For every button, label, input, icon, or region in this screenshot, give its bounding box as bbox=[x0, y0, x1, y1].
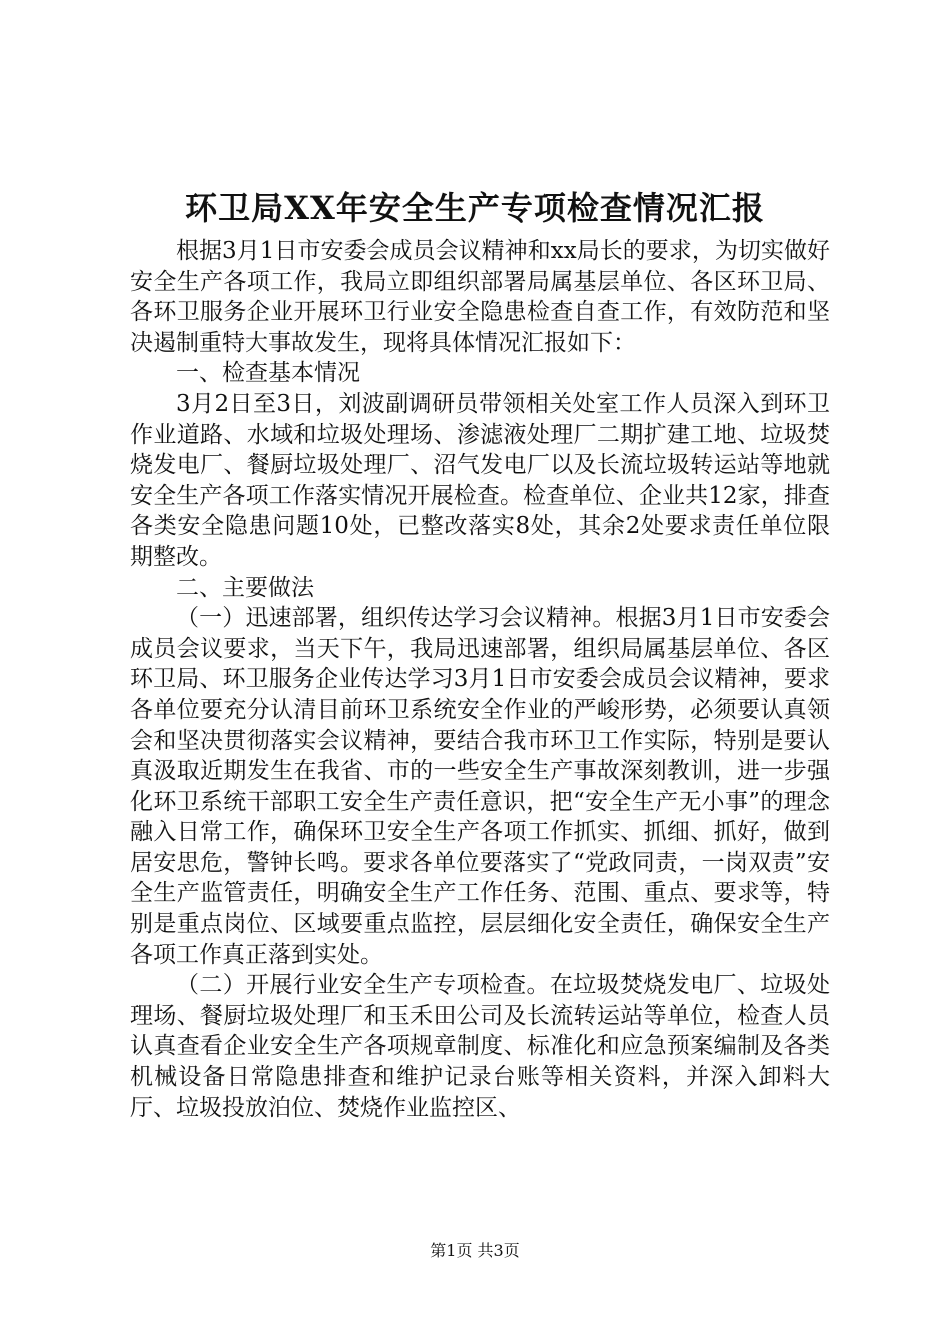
measure-two-paragraph: （二）开展行业安全生产专项检查。在垃圾焚烧发电厂、垃圾处理场、餐厨垃圾处理厂和玉禾田公司及长流转运站等单位，检查人员认真查看企业安全生产各项规章制度、标准化和应急预案编制及各类机械设备日常隐患排查和维护记录台账等相关资料，并深入卸料大厅、垃圾投放泊位、焚烧作业监控区、 bbox=[130, 972, 830, 1121]
page-footer: 第1页 共3页 bbox=[430, 1241, 520, 1260]
document-title: 环卫局XX年安全生产专项检查情况汇报 bbox=[185, 189, 765, 227]
inspection-overview-paragraph: 3月2日至3日，刘波副调研员带领相关处室工作人员深入到环卫作业道路、水域和垃圾处理场、渗滤液处理厂二期扩建工地、垃圾焚烧发电厂、餐厨垃圾处理厂、沼气发电厂以及长流垃圾转运站等地就安全生产各项工作落实情况开展检查。检查单位、企业共12家，排查各类安全隐患问题10处，已整改落实8处，其余2处要求责任单位限期整改。 bbox=[130, 390, 830, 570]
measure-one-paragraph: （一）迅速部署，组织传达学习会议精神。根据3月1日市安委会成员会议要求，当天下午，我局迅速部署，组织局属基层单位、各区环卫局、环卫服务企业传达学习3月1日市安委会成员会议精神，要求各单位要充分认清目前环卫系统安全作业的严峻形势，必须要认真领会和坚决贯彻落实会议精神，要结合我市环卫工作实际，特别是要认真汲取近期发生在我省、市的一些安全生产事故深刻教训，进一步强化环卫系统干部职工安全生产责任意识，把“安全生产无小事”的理念融入日常工作，确保环卫安全生产各项工作抓实、抓细、抓好，做到居安思危，警钟长鸣。要求各单位要落实了“党政同责，一岗双责”安全生产监管责任，明确安全生产工作任务、范围、重点、要求等，特别是重点岗位、区域要重点监控，层层细化安全责任，确保安全生产各项工作真正落到实处。 bbox=[130, 605, 830, 968]
document-body bbox=[130, 236, 830, 1123]
intro-paragraph: 根据3月1日市安委会成员会议精神和xx局长的要求，为切实做好安全生产各项工作，我局立即组织部署局属基层单位、各区环卫局、各环卫服务企业开展环卫行业安全隐患检查自查工作，有效防范和坚决遏制重特大事故发生，现将具体情况汇报如下： bbox=[130, 238, 830, 356]
section-heading-main-measures: 二、主要做法 bbox=[176, 574, 314, 601]
section-heading-inspection-overview: 一、检查基本情况 bbox=[176, 360, 360, 387]
